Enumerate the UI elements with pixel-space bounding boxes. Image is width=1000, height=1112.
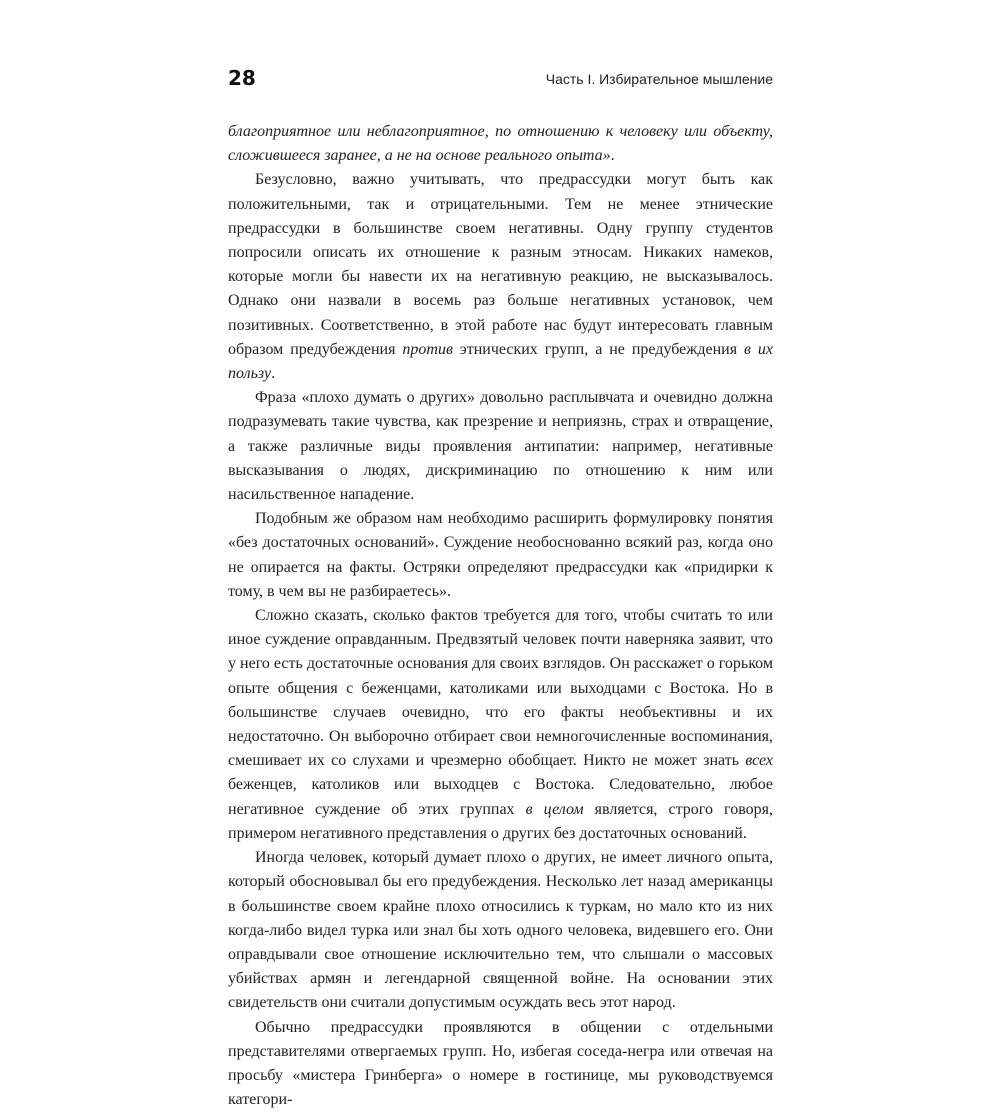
text-segment: Иногда человек, который думает плохо о других, не имеет личного опыта, который обосновывал бы его предубеждения. Несколько лет назад американцы в большинстве своем крайне плохо относились к туркам, но мало кто из них когда-либо видел турка или знал бы хоть одного человека, видевшего его. Они оправдывали свое отношение исключительно тем, что слышали о массовых убийствах армян и легендарной священной войне. На основании этих свидетельств они считали допустимым осуждать весь этот народ.: [228, 849, 773, 1012]
paragraph: [228, 120, 773, 168]
text-segment: в целом: [525, 800, 584, 818]
text-segment: этнических групп, а не предубеждения: [452, 340, 745, 358]
paragraph: [228, 604, 773, 846]
running-head: Часть I. Избирательное мышление: [545, 71, 773, 87]
text-segment: благоприятное или неблагоприятное, по отношению к человеку или объекту, сложившееся заранее, а не на основе реального опыта»: [228, 123, 773, 165]
text-segment: .: [610, 147, 615, 165]
text-segment: Сложно сказать, сколько фактов требуется для того, чтобы считать то или иное суждение оправданным. Предвзятый человек почти наверняка заявит, что у него есть достаточные основания для своих взглядов. Он расскажет о горьком опыте общения с беженцами, католиками или выходцами с Востока. Но в большинстве случаев очевидно, что его факты необъективны и их недостаточно. Он выборочно отбирает свои немногочисленные воспоминания, смешивает их со слухами и чрезмерно обобщает. Никто не может знать: [228, 607, 773, 770]
body-text: [228, 120, 773, 1112]
page-number: 28: [228, 66, 256, 90]
text-segment: в их пользу: [228, 340, 774, 383]
page-header: [228, 62, 773, 96]
text-segment: является, строго говоря, примером негативного представления о других без достаточных оснований.: [228, 800, 774, 842]
text-segment: против: [402, 340, 453, 358]
paragraph: [228, 507, 773, 604]
text-segment: беженцев, католиков или выходцев с Востока. Следовательно, любое негативное суждение об этих группах: [228, 776, 773, 818]
paragraph: [228, 386, 773, 507]
paragraph: [228, 168, 773, 386]
text-segment: Фраза «плохо думать о других» довольно расплывчата и очевидно должна подразумевать такие чувства, как презрение и неприязнь, страх и отвращение, а также различные виды проявления антипатии: например, негативные высказывания о людях, дискриминацию по отношению к ним или насильственное нападение.: [228, 389, 773, 504]
text-segment: Безусловно, важно учитывать, что предрассудки могут быть как положительными, так и отрицательными. Тем не менее этнические предрассудки в большинстве своем негативны. Одну группу студентов попросили описать их отношение к разным этносам. Никаких намеков, которые могли бы навести их на негативную реакцию, не высказывалось. Однако они назвали в восемь раз больше негативных установок, чем позитивных. Соответственно, в этой работе нас будут интересовать главным образом предубеждения: [228, 171, 773, 358]
paragraph: [228, 1016, 773, 1112]
text-segment: Обычно предрассудки проявляются в общении с отдельными представителями отвергаемых групп. Но, избегая соседа-негра или отвечая на просьбу «мистера Гринберга» о номере в гостинице, мы руководствуемся категори-: [228, 1018, 773, 1109]
paragraph: [228, 846, 773, 1015]
text-segment: Подобным же образом нам необходимо расширить формулировку понятия «без достаточных оснований». Суждение необоснованно всякий раз, когда оно не опирается на факты. Остряки определяют предрассудки как «придирки к тому, в чем вы не разбираетесь».: [228, 510, 773, 600]
text-segment: всех: [745, 752, 773, 770]
text-segment: .: [271, 365, 276, 383]
